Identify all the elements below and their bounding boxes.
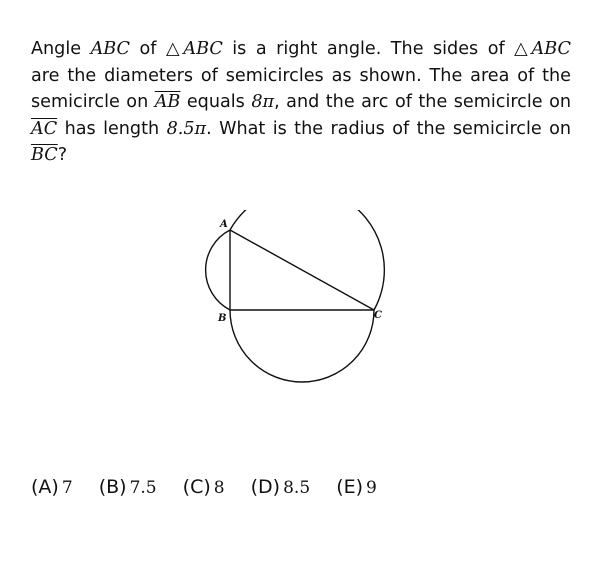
answer-choices [31, 476, 397, 498]
choice-value: 9 [366, 478, 377, 498]
semicircle-ac [230, 210, 384, 310]
math-segment-ab: $\overline{AB}$ [154, 92, 181, 112]
choice-letter: (B) [98, 476, 127, 498]
math-triangle-abc: △ABC [514, 39, 571, 59]
choice-a[interactable] [31, 476, 73, 498]
choice-letter: (C) [182, 476, 211, 498]
choice-value: 7 [61, 478, 73, 498]
label-a: A [220, 219, 228, 230]
semicircle-ab [206, 230, 230, 310]
choice-value: 8.5 [283, 478, 311, 498]
choice-value: 8 [213, 478, 225, 498]
math-segment-ac: $\overline{AC}$ [31, 118, 58, 139]
semicircles-figure [180, 210, 400, 390]
label-c: C [374, 310, 382, 321]
math-segment-bc: $\overline{BC}$ [31, 145, 58, 165]
choice-value: 7.5 [129, 478, 157, 498]
text-run: semicircle on [31, 92, 155, 112]
text-run: Angle [31, 39, 91, 59]
math-area-value: 8π [251, 92, 275, 112]
problem-line-4 [31, 116, 571, 143]
choice-letter: (D) [250, 476, 281, 498]
text-run: has length [57, 118, 167, 139]
choice-letter: (A) [31, 476, 59, 498]
side-ac [230, 230, 374, 310]
text-run: , and the arc of the semicircle on [274, 92, 571, 112]
choice-c[interactable] [183, 476, 225, 498]
text-run: . What is the radius of the semicircle on [206, 118, 571, 139]
choice-letter: (E) [336, 476, 364, 498]
choice-e[interactable] [336, 476, 377, 498]
text-run: ? [57, 145, 68, 165]
label-b: B [218, 313, 227, 324]
text-run: is a right angle. The sides of [222, 39, 515, 59]
problem-line-2: are the diameters of semicircles as shown. The area of the [31, 65, 571, 86]
math-angle-abc: ABC [90, 39, 130, 59]
semicircle-bc [230, 310, 374, 382]
problem-line-1 [31, 36, 571, 63]
choice-b[interactable] [99, 476, 157, 498]
text-run: of [130, 39, 166, 59]
math-arc-length: 8.5π [166, 118, 207, 139]
text-run: equals [180, 92, 252, 112]
figure-svg [180, 210, 400, 390]
math-triangle-abc: △ABC [165, 39, 223, 59]
problem-line-3 [31, 89, 571, 116]
problem-line-5 [31, 142, 571, 169]
problem-text [31, 36, 571, 169]
choice-d[interactable] [251, 476, 311, 498]
